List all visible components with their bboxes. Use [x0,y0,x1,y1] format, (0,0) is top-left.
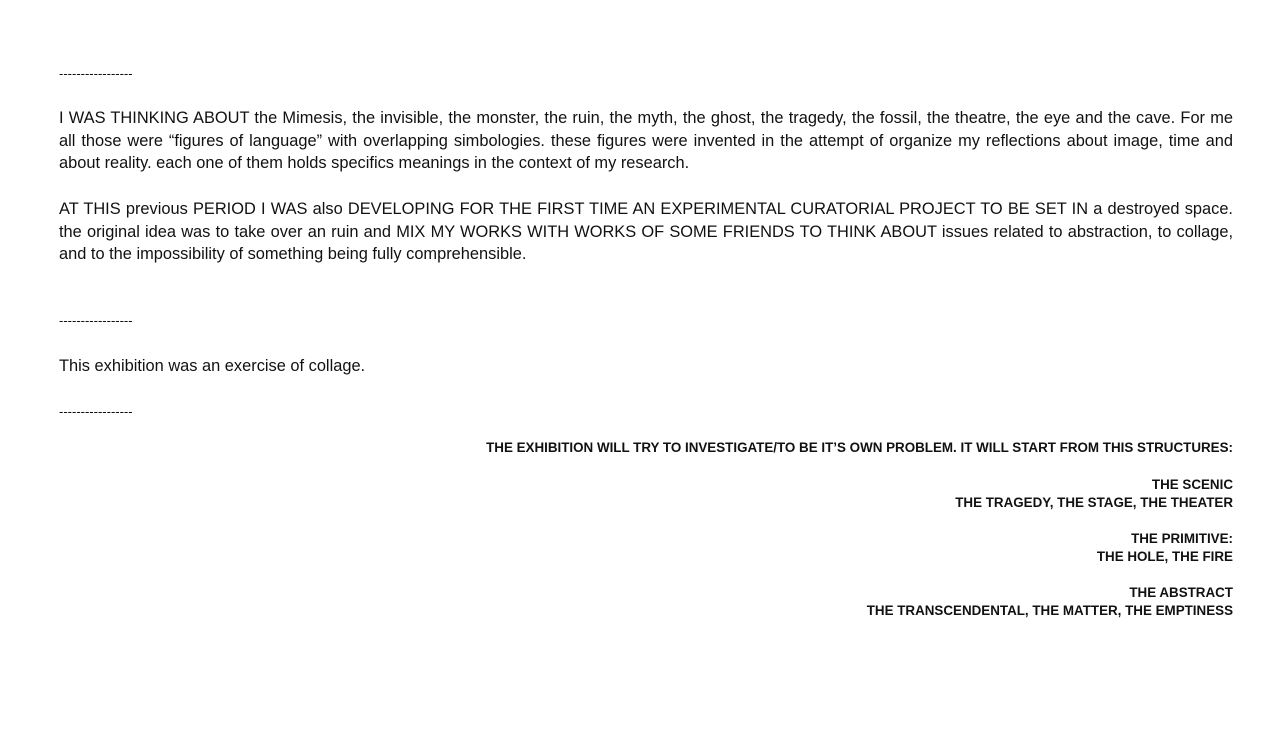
structure-group-items: THE TRANSCENDENTAL, THE MATTER, THE EMPTINESS [866,603,1233,618]
intro-paragraph-1: I WAS THINKING ABOUT the Mimesis, the invisible, the monster, the ruin, the myth, the ghost, the tragedy, the fossil, the theatre, the eye and the cave. For me all those were “figures of language” with overlapping simbologies. these figures were invented in the attempt of organize my reflections about image, time and about reality. each one of them holds specifics meanings in the context of my research. [59,109,1233,172]
exhibition-statement: This exhibition was an exercise of collage. [59,357,366,375]
intro-paragraph-2: AT THIS previous PERIOD I WAS also DEVELOPING FOR THE FIRST TIME AN EXPERIMENTAL CURATORIAL PROJECT TO BE SET IN a destroyed space. the original idea was to take over an ruin and MIX MY WORKS WITH WORKS OF SOME FRIENDS TO THINK ABOUT issues related to abstraction, to collage, and to the impossibility of something being fully comprehensible. [59,200,1233,263]
structure-group-title: THE SCENIC [1151,477,1233,492]
structure-group-abstract [59,584,1233,620]
structure-group-primitive [59,530,1233,566]
divider-line: ----------------- [59,313,133,328]
structure-group-title: THE PRIMITIVE: [1131,531,1233,546]
structure-group-title: THE ABSTRACT [1129,585,1233,600]
structure-group-items: THE TRAGEDY, THE STAGE, THE THEATER [955,495,1233,510]
structures-heading-block [59,439,1233,457]
divider-line: ----------------- [59,404,133,419]
document-page [59,0,1233,730]
divider-line: ----------------- [59,66,133,81]
structure-group-scenic [59,476,1233,512]
structures-heading: THE EXHIBITION WILL TRY TO INVESTIGATE/TO BE IT’S OWN PROBLEM. IT WILL START FROM THIS STRUCTURES: [486,440,1233,455]
structure-group-items: THE HOLE, THE FIRE [1096,549,1233,564]
